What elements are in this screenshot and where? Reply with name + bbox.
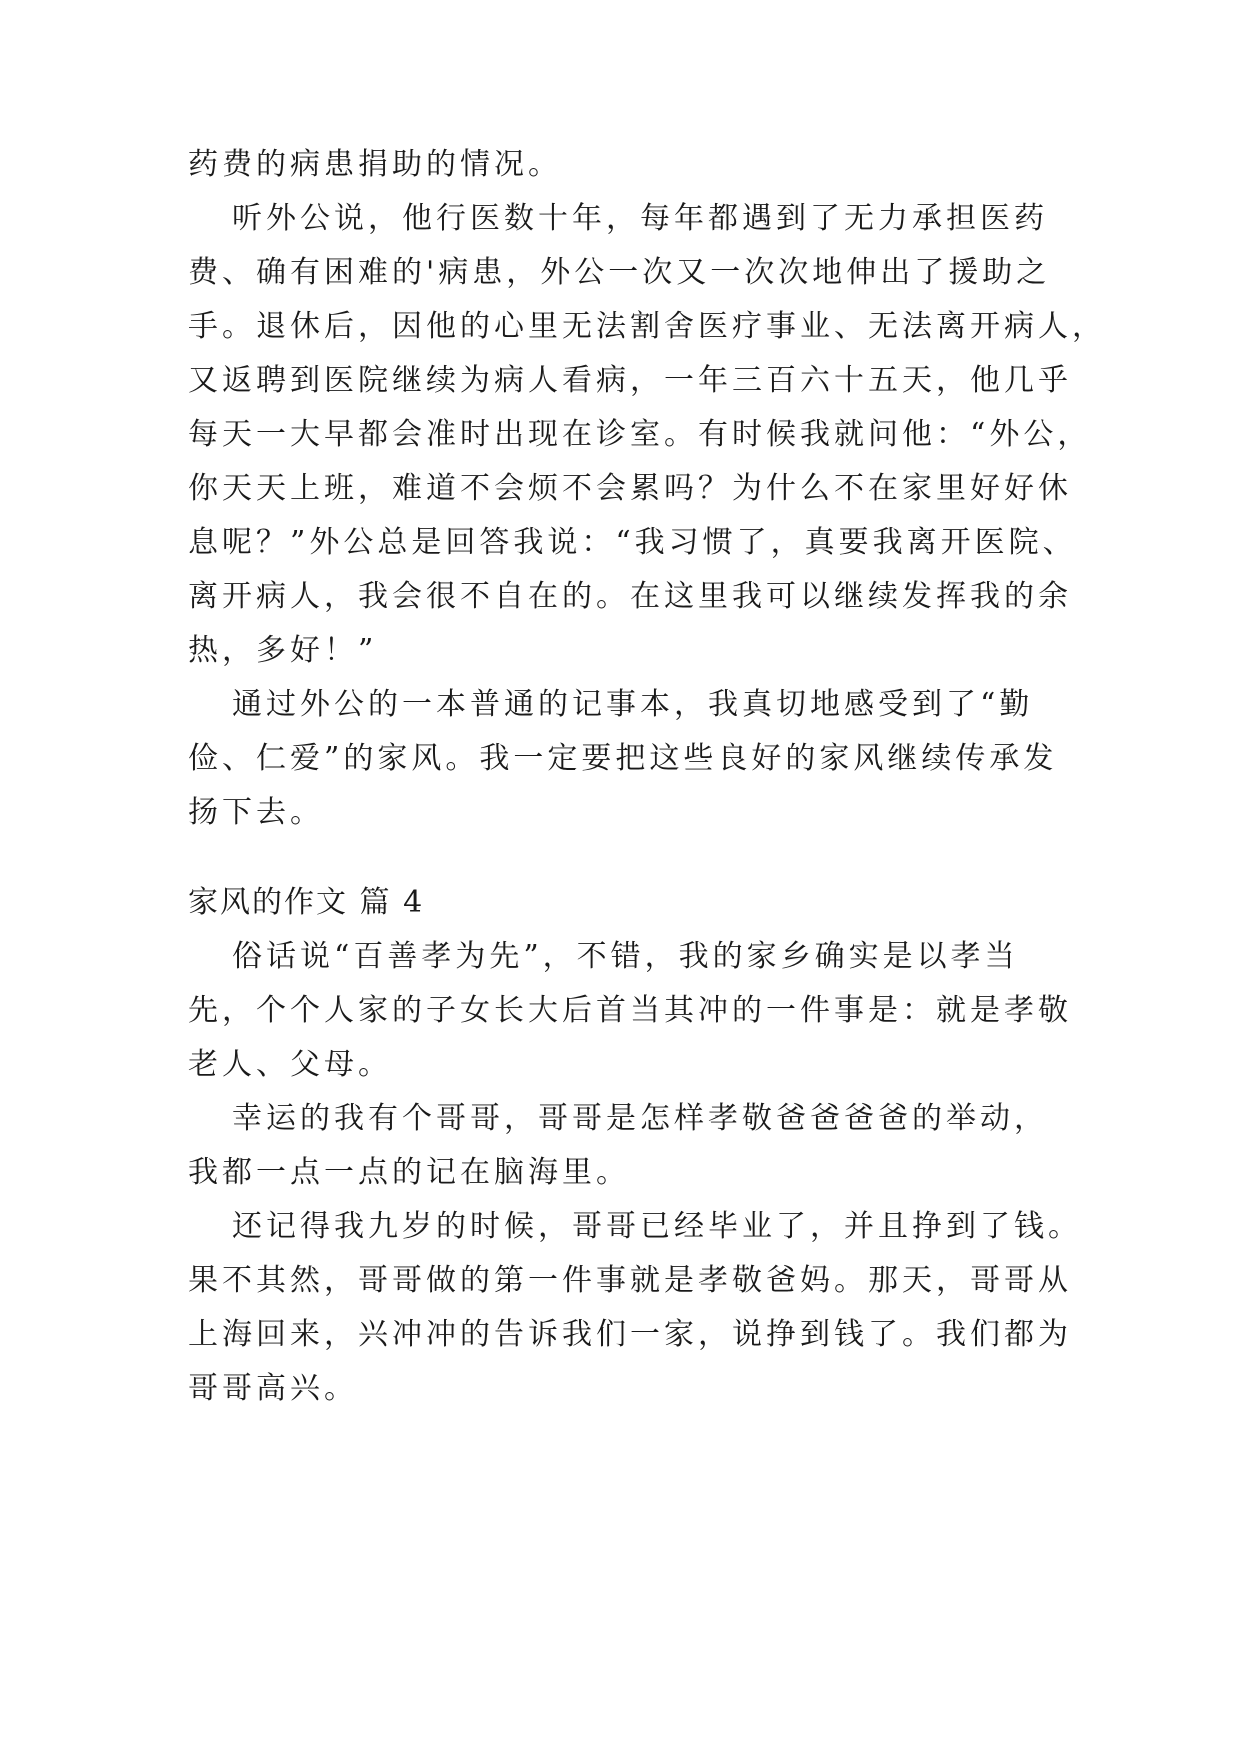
text-line: 离开病人，我会很不自在的。在这里我可以继续发挥我的余 [188, 579, 1072, 614]
text-line: 哥哥高兴。 [188, 1371, 358, 1406]
text-line: 先，个个人家的子女长大后首当其冲的一件事是：就是孝敬 [188, 993, 1072, 1028]
text-line: 幸运的我有个哥哥，哥哥是怎样孝敬爸爸爸爸的举动， [232, 1101, 1048, 1136]
text-line: 通过外公的一本普通的记事本，我真切地感受到了“勤 [232, 687, 1034, 722]
text-line: 又返聘到医院继续为病人看病，一年三百六十五天，他几乎 [188, 363, 1072, 398]
text-line: 每天一大早都会准时出现在诊室。有时候我就问他：“外公， [188, 417, 1092, 452]
text-line: 手。退休后，因他的心里无法割舍医疗事业、无法离开病人， [188, 309, 1106, 344]
text-line: 上海回来，兴冲冲的告诉我们一家，说挣到钱了。我们都为 [188, 1317, 1072, 1352]
text-line: 扬下去。 [188, 795, 324, 830]
text-line: 我都一点一点的记在脑海里。 [188, 1155, 630, 1190]
text-line: 老人、父母。 [188, 1047, 392, 1082]
text-line: 药费的病患捐助的情况。 [188, 147, 562, 182]
text-line: 费、确有困难的'病患，外公一次又一次次地伸出了援助之 [188, 255, 1051, 290]
text-line: 俗话说“百善孝为先”，不错，我的家乡确实是以孝当 [232, 939, 1019, 974]
text-line: 息呢？”外公总是回答我说：“我习惯了，真要我离开医院、 [188, 525, 1077, 560]
text-line: 你天天上班，难道不会烦不会累吗？为什么不在家里好好休 [188, 471, 1072, 506]
text-line: 热，多好！” [188, 633, 378, 668]
section-heading: 家风的作文 篇 4 [188, 885, 425, 920]
text-line: 听外公说，他行医数十年，每年都遇到了无力承担医药 [232, 201, 1048, 236]
text-line: 果不其然，哥哥做的第一件事就是孝敬爸妈。那天，哥哥从 [188, 1263, 1072, 1298]
text-line: 俭、仁爱”的家风。我一定要把这些良好的家风继续传承发 [188, 741, 1058, 776]
text-line: 还记得我九岁的时候，哥哥已经毕业了，并且挣到了钱。 [232, 1209, 1082, 1244]
